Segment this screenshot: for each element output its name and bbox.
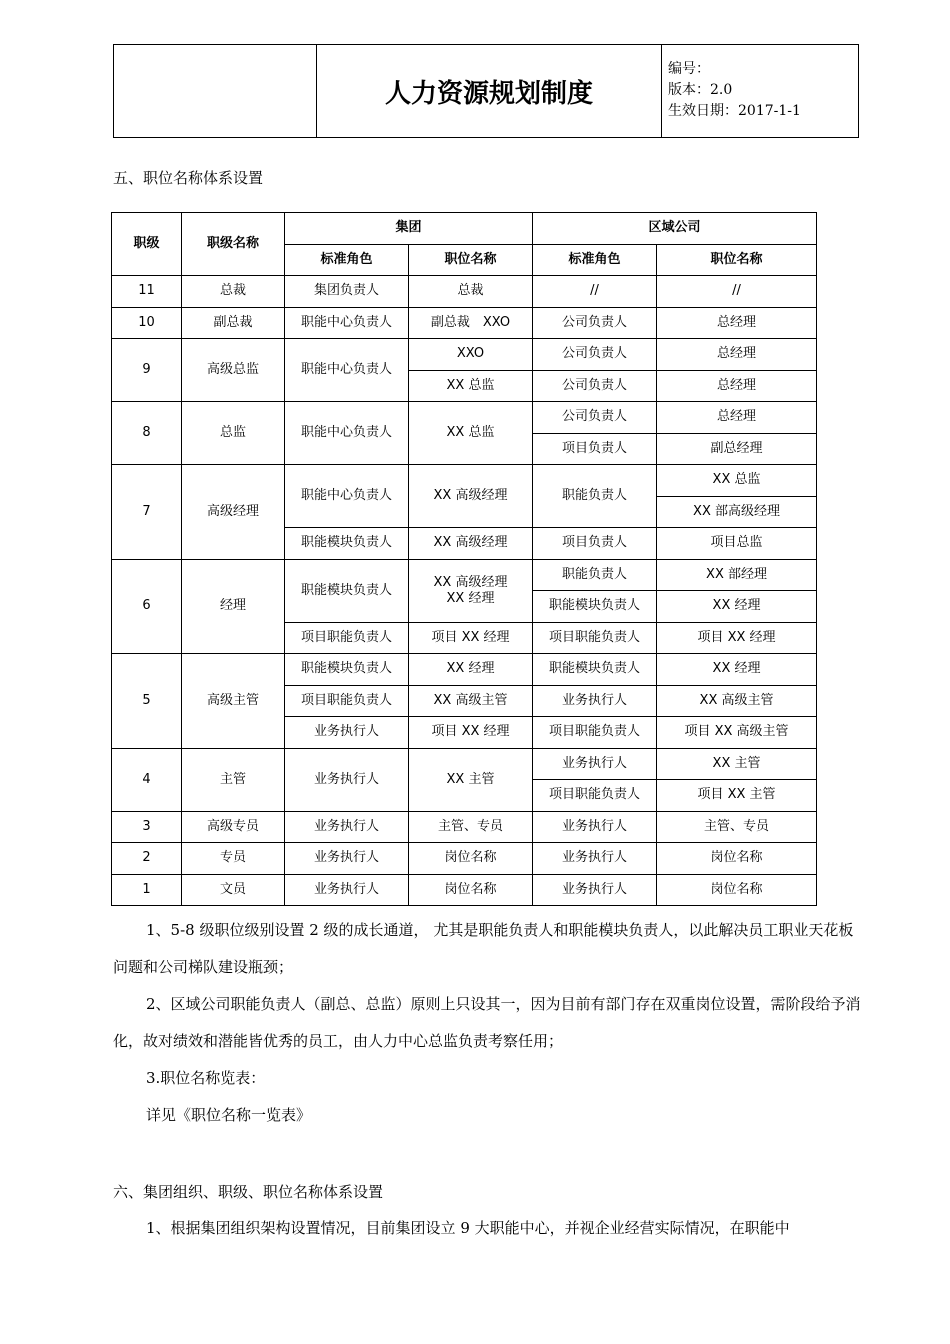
table-row <box>112 276 817 308</box>
meta-number-label: 编号： <box>668 61 710 77</box>
cell-grade-name: 主管 <box>182 748 285 811</box>
cell-region-position: XX 总监 <box>657 465 817 497</box>
cell-group-role: 项目职能负责人 <box>285 622 409 654</box>
cell-group-position: 总裁 <box>409 276 533 308</box>
cell-region-role: 公司负责人 <box>533 370 657 402</box>
section-5-title: 五、职位名称体系设置 <box>113 169 264 187</box>
cell-grade-name: 文员 <box>182 874 285 906</box>
cell-group-role: 职能模块负责人 <box>285 559 409 622</box>
cell-region-position: XX 部经理 <box>657 559 817 591</box>
cell-region-position: 项目 XX 主管 <box>657 780 817 812</box>
cell-region-position: 岗位名称 <box>657 874 817 906</box>
table-row <box>112 748 817 780</box>
cell-group-position: XX 高级经理 <box>409 465 533 528</box>
th-std-role: 标准角色 <box>533 244 657 276</box>
cell-group-role: 职能中心负责人 <box>285 339 409 402</box>
note-4: 详见《职位名称一览表》 <box>146 1106 312 1124</box>
cell-group-role: 职能中心负责人 <box>285 402 409 465</box>
meta-version-value: 2.0 <box>710 82 733 98</box>
th-std-role: 标准角色 <box>285 244 409 276</box>
cell-region-role: 项目职能负责人 <box>533 622 657 654</box>
cell-region-role: 公司负责人 <box>533 402 657 434</box>
cell-group-role: 业务执行人 <box>285 717 409 749</box>
meta-date <box>668 101 858 122</box>
cell-grade-name: 总监 <box>182 402 285 465</box>
cell-region-role: 项目职能负责人 <box>533 780 657 812</box>
cell-region-position: 总经理 <box>657 339 817 371</box>
table-row <box>112 559 817 591</box>
cell-group-role: 业务执行人 <box>285 843 409 875</box>
cell-region-role: 公司负责人 <box>533 339 657 371</box>
cell-group-position: 岗位名称 <box>409 874 533 906</box>
cell-group-position: XXO <box>409 339 533 371</box>
cell-region-role: 业务执行人 <box>533 874 657 906</box>
cell-group-position: XX 总监 <box>409 402 533 465</box>
cell-group-role: 职能中心负责人 <box>285 465 409 528</box>
cell-grade: 10 <box>112 307 182 339</box>
cell-region-role: 职能负责人 <box>533 465 657 528</box>
cell-region-role: 项目负责人 <box>533 528 657 560</box>
cell-grade-name: 高级总监 <box>182 339 285 402</box>
table-row <box>112 339 817 371</box>
note-3: 3.职位名称览表： <box>146 1069 266 1087</box>
cell-region-position: 岗位名称 <box>657 843 817 875</box>
table-row <box>112 307 817 339</box>
cell-grade-name: 经理 <box>182 559 285 654</box>
cell-group-position: XX 高级主管 <box>409 685 533 717</box>
group-position-line: XX 经理 <box>446 590 495 606</box>
cell-region-role: 公司负责人 <box>533 307 657 339</box>
cell-grade-name: 总裁 <box>182 276 285 308</box>
document-header <box>113 44 859 138</box>
cell-region-position: 总经理 <box>657 307 817 339</box>
cell-region-position: 总经理 <box>657 402 817 434</box>
cell-grade-name: 高级主管 <box>182 654 285 749</box>
table-header-row <box>112 213 817 245</box>
cell-group-role: 职能模块负责人 <box>285 528 409 560</box>
cell-grade: 11 <box>112 276 182 308</box>
note-1: 1、5-8 级职位级别设置 2 级的成长通道， 尤其是职能负责人和职能模块负责人，以此解决员工职业天花板问题和公司梯队建设瓶颈； <box>113 921 854 976</box>
grade-table <box>111 212 817 906</box>
cell-group-position: XX 总监 <box>409 370 533 402</box>
cell-group-role: 职能中心负责人 <box>285 307 409 339</box>
cell-grade-name: 副总裁 <box>182 307 285 339</box>
cell-region-role: 项目职能负责人 <box>533 717 657 749</box>
table-row <box>112 654 817 686</box>
cell-group-position: 项目 XX 经理 <box>409 717 533 749</box>
cell-group-position <box>409 559 533 622</box>
cell-region-role: 业务执行人 <box>533 748 657 780</box>
section-6-title: 六、集团组织、职级、职位名称体系设置 <box>113 1183 384 1201</box>
cell-group-position: XX 高级经理 <box>409 528 533 560</box>
cell-group-role: 业务执行人 <box>285 874 409 906</box>
cell-group-role: 项目职能负责人 <box>285 685 409 717</box>
note-2: 2、区域公司职能负责人（副总、总监）原则上只设其一，因为目前有部门存在双重岗位设置，需阶段给予消化，故对绩效和潜能皆优秀的员工，由人力中心总监负责考察任用； <box>113 995 861 1050</box>
cell-region-role: 项目负责人 <box>533 433 657 465</box>
cell-group-position: 主管、专员 <box>409 811 533 843</box>
table-row <box>112 402 817 434</box>
cell-grade: 4 <box>112 748 182 811</box>
th-grade: 职级 <box>112 213 182 276</box>
cell-grade: 1 <box>112 874 182 906</box>
cell-region-position: XX 主管 <box>657 748 817 780</box>
table-row <box>112 811 817 843</box>
cell-region-role: 业务执行人 <box>533 685 657 717</box>
cell-region-position: 项目 XX 经理 <box>657 622 817 654</box>
meta-version-label: 版本： <box>668 82 710 98</box>
table-row <box>112 465 817 497</box>
cell-group-position: 项目 XX 经理 <box>409 622 533 654</box>
group-position-line: XX 高级经理 <box>433 574 508 590</box>
document-title: 人力资源规划制度 <box>317 45 662 137</box>
table-row <box>112 874 817 906</box>
cell-grade-name: 高级专员 <box>182 811 285 843</box>
cell-region-position: XX 部高级经理 <box>657 496 817 528</box>
section-6-paragraph: 1、根据集团组织架构设置情况，目前集团设立 9 大职能中心，并视企业经营实际情况，在职能中 <box>146 1219 790 1237</box>
meta-date-value: 2017-1-1 <box>738 103 801 119</box>
cell-region-position: XX 高级主管 <box>657 685 817 717</box>
th-position: 职位名称 <box>409 244 533 276</box>
cell-group-position: 岗位名称 <box>409 843 533 875</box>
cell-grade-name: 高级经理 <box>182 465 285 560</box>
cell-region-position: XX 经理 <box>657 654 817 686</box>
cell-grade: 8 <box>112 402 182 465</box>
cell-grade: 3 <box>112 811 182 843</box>
cell-grade: 9 <box>112 339 182 402</box>
cell-region-position: 总经理 <box>657 370 817 402</box>
table-row <box>112 843 817 875</box>
document-meta <box>662 45 858 137</box>
cell-region-role: 业务执行人 <box>533 843 657 875</box>
meta-date-label: 生效日期： <box>668 103 738 119</box>
cell-group-role: 业务执行人 <box>285 748 409 811</box>
th-group: 集团 <box>285 213 533 245</box>
meta-version <box>668 80 858 101</box>
cell-region-role: 职能负责人 <box>533 559 657 591</box>
cell-group-position: XX 经理 <box>409 654 533 686</box>
cell-region-role: 职能模块负责人 <box>533 591 657 623</box>
cell-group-role: 职能模块负责人 <box>285 654 409 686</box>
cell-region-role: // <box>533 276 657 308</box>
cell-grade: 7 <box>112 465 182 560</box>
cell-region-role: 职能模块负责人 <box>533 654 657 686</box>
logo-area <box>114 45 317 137</box>
cell-group-position: XX 主管 <box>409 748 533 811</box>
cell-group-position: 副总裁 XXO <box>409 307 533 339</box>
cell-group-role: 集团负责人 <box>285 276 409 308</box>
cell-grade-name: 专员 <box>182 843 285 875</box>
cell-region-position: 项目总监 <box>657 528 817 560</box>
th-grade-name: 职级名称 <box>182 213 285 276</box>
meta-number <box>668 59 858 80</box>
cell-region-position: XX 经理 <box>657 591 817 623</box>
cell-region-position: 主管、专员 <box>657 811 817 843</box>
cell-region-role: 业务执行人 <box>533 811 657 843</box>
cell-grade: 6 <box>112 559 182 654</box>
cell-grade: 2 <box>112 843 182 875</box>
cell-grade: 5 <box>112 654 182 749</box>
cell-group-role: 业务执行人 <box>285 811 409 843</box>
cell-region-position: // <box>657 276 817 308</box>
th-position: 职位名称 <box>657 244 817 276</box>
cell-region-position: 副总经理 <box>657 433 817 465</box>
th-region: 区域公司 <box>533 213 817 245</box>
cell-region-position: 项目 XX 高级主管 <box>657 717 817 749</box>
